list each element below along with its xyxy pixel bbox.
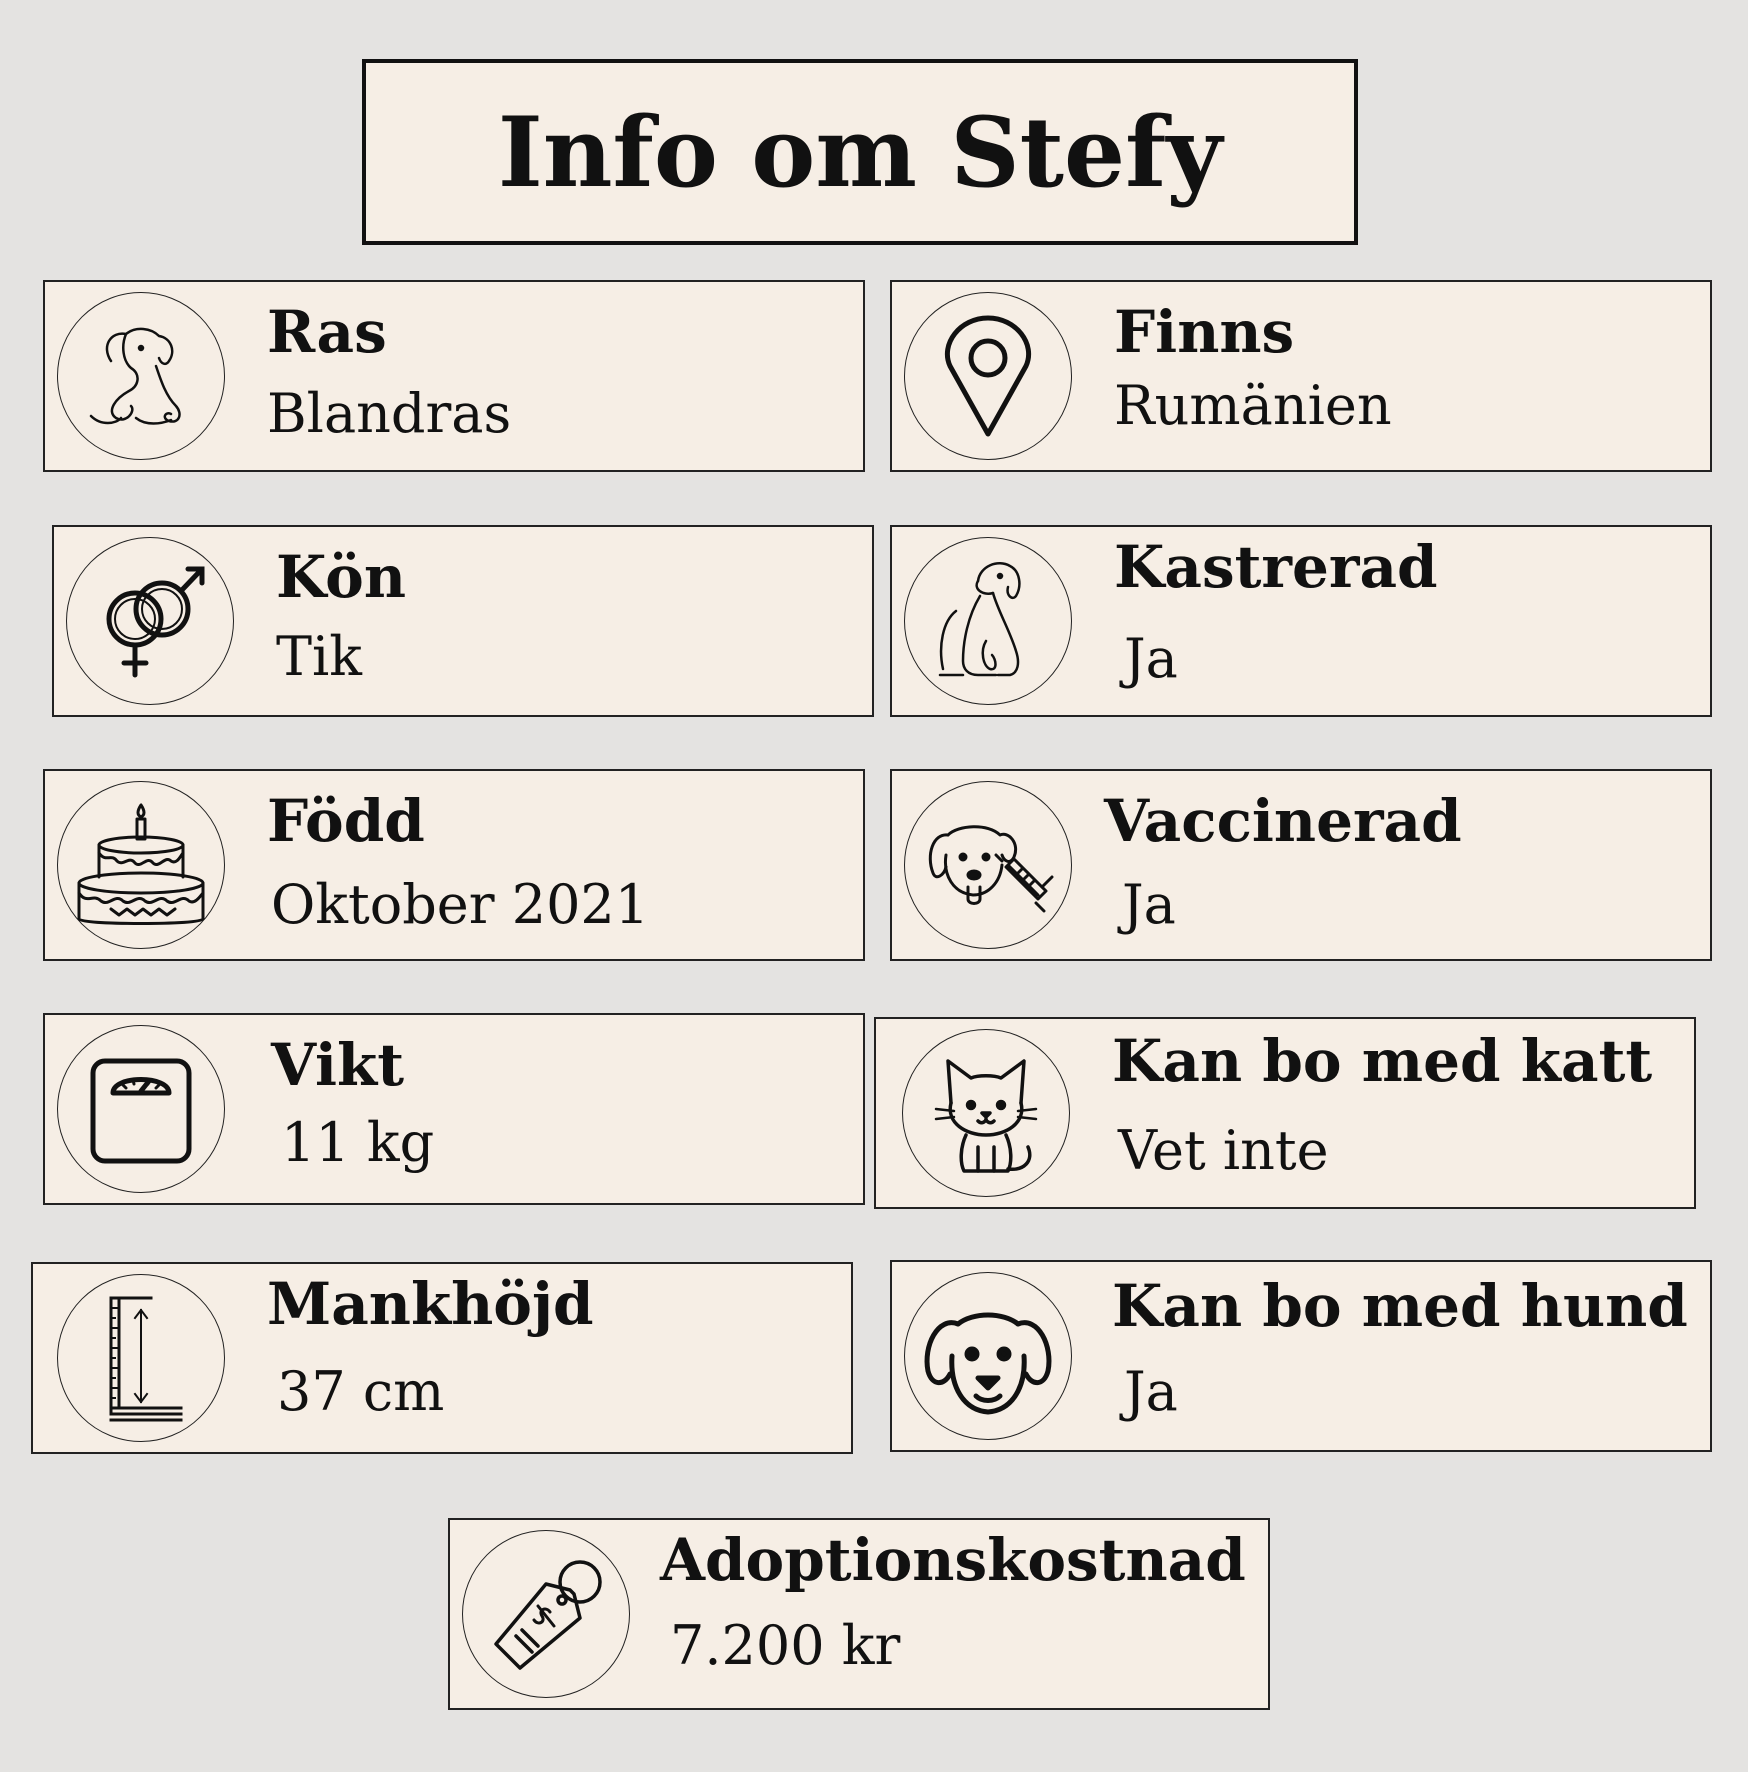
dog-line-art-icon [57, 292, 225, 460]
card-vaccinerad [890, 769, 1712, 961]
card-label: Kastrerad [1114, 533, 1438, 601]
card-value: Blandras [267, 382, 512, 445]
card-label: Adoptionskostnad [660, 1526, 1246, 1594]
page-title: Info om Stefy [497, 95, 1223, 209]
card-katt [874, 1017, 1696, 1209]
card-label: Finns [1114, 298, 1295, 366]
card-value: 37 cm [277, 1360, 445, 1423]
card-hund [890, 1260, 1712, 1452]
card-value: Oktober 2021 [271, 873, 650, 936]
card-label: Kön [276, 543, 406, 611]
card-value: Ja [1124, 1360, 1178, 1423]
card-label: Kan bo med hund [1112, 1272, 1688, 1340]
title-box [362, 59, 1358, 245]
card-ras [43, 280, 865, 472]
card-adoption [448, 1518, 1270, 1710]
location-pin-icon [904, 292, 1072, 460]
card-kastrerad [890, 525, 1712, 717]
dog-face-icon [904, 1272, 1072, 1440]
price-tag-icon [462, 1530, 630, 1698]
gender-symbols-icon [66, 537, 234, 705]
card-vikt [43, 1013, 865, 1205]
card-label: Ras [267, 298, 387, 366]
birthday-cake-icon [57, 781, 225, 949]
card-value: 7.200 kr [670, 1614, 901, 1677]
card-finns [890, 280, 1712, 472]
card-value: Rumänien [1114, 374, 1392, 437]
sitting-dog-icon [904, 537, 1072, 705]
card-value: Tik [276, 625, 363, 688]
card-label: Född [267, 787, 425, 855]
card-value: Vet inte [1118, 1119, 1329, 1182]
card-value: Ja [1122, 873, 1176, 936]
cat-icon [902, 1029, 1070, 1197]
card-label: Vaccinerad [1104, 787, 1462, 855]
card-label: Vikt [271, 1031, 404, 1099]
dog-syringe-icon [904, 781, 1072, 949]
card-value: 11 kg [281, 1111, 435, 1174]
scale-icon [57, 1025, 225, 1193]
card-mankhojd [31, 1262, 853, 1454]
card-value: Ja [1124, 627, 1178, 690]
card-label: Kan bo med katt [1112, 1027, 1653, 1095]
height-ruler-icon [57, 1274, 225, 1442]
card-label: Mankhöjd [267, 1270, 594, 1338]
card-fodd [43, 769, 865, 961]
card-kon [52, 525, 874, 717]
